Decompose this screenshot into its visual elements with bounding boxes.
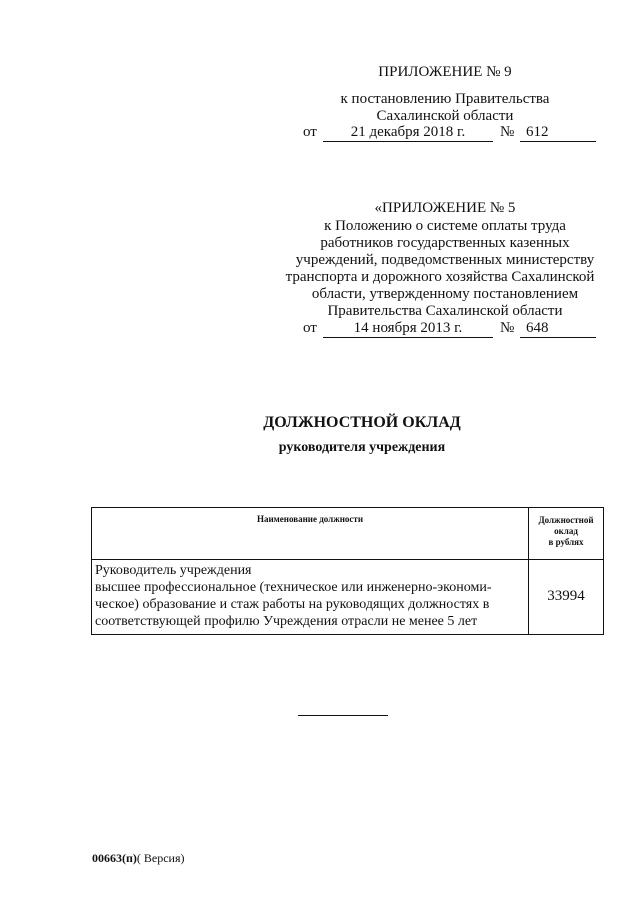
decree-date: 21 декабря 2018 г. (323, 124, 493, 142)
position-title: Руководитель учреждения (95, 563, 252, 578)
position-requirement-line: соответствующей профилю Учреждения отрасли не менее 5 лет (95, 614, 478, 629)
position-requirement-line: высшее профессиональное (техническое или инженерно-экономи- (95, 580, 492, 595)
appendix-original-line-6: Правительства Сахалинской области (327, 303, 563, 319)
appendix-current-reference (303, 124, 603, 142)
appendix-original-line-5: области, утвержденному постановлением (311, 286, 579, 302)
document-code-number: 00663(п) (92, 851, 137, 865)
decree-number: 612 (526, 124, 549, 140)
column-header-position: Наименование должности (92, 508, 529, 560)
document-subtitle: руководителя учреждения (278, 440, 446, 455)
salary-value: 33994 (529, 560, 604, 635)
appendix-original-line-2: работников государственных казенных (320, 235, 570, 251)
appendix-current-line-2: Сахалинской области (376, 108, 514, 124)
from-label: от (303, 124, 317, 140)
decree-number-field (520, 320, 596, 338)
appendix-current-line-1: к постановлению Правительства (340, 91, 550, 107)
position-description-cell (92, 560, 529, 635)
appendix-current-title: ПРИЛОЖЕНИЕ № 9 (378, 64, 512, 80)
appendix-original-line-4: транспорта и дорожного хозяйства Сахалинской (285, 269, 595, 285)
table-header-row (92, 508, 604, 560)
document-title: ДОЛЖНОСТНОЙ ОКЛАД (263, 414, 461, 431)
decree-date: 14 ноября 2013 г. (323, 320, 493, 338)
appendix-original-line-3: учреждений, подведомственных министерству (295, 252, 595, 268)
document-code (92, 851, 185, 866)
position-requirement-line: ческое) образование и стаж работы на руководящих должностях в (95, 597, 490, 612)
table-row (92, 560, 604, 635)
decree-number-field (520, 124, 596, 142)
appendix-original-line-1: к Положению о системе оплаты труда (324, 218, 566, 234)
closing-divider (298, 715, 388, 716)
appendix-original-title: «ПРИЛОЖЕНИЕ № 5 (374, 200, 516, 216)
number-label: № (500, 320, 515, 336)
salary-table (91, 507, 604, 635)
appendix-original-reference (303, 320, 603, 338)
column-header-salary: Должностной оклад в рублях (529, 508, 604, 560)
from-label: от (303, 320, 317, 336)
number-label: № (500, 124, 515, 140)
decree-number: 648 (526, 320, 549, 336)
document-version: ( Версия) (136, 851, 185, 865)
